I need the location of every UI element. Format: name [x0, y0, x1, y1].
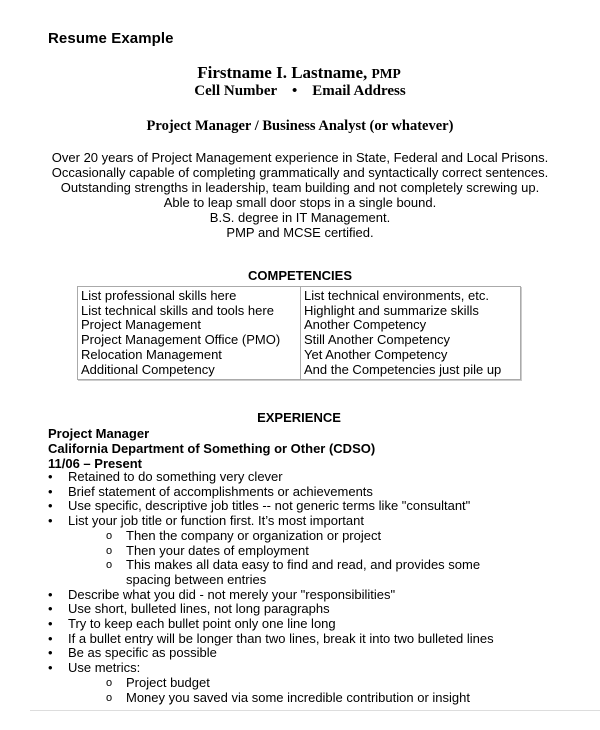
bullet-item	[0, 617, 600, 632]
bullet-mark: •	[48, 586, 53, 602]
page-heading: Resume Example	[48, 30, 174, 47]
sub-bullet-text: Project budget	[126, 674, 210, 690]
summary-line: PMP and MCSE certified.	[226, 225, 374, 240]
bullet-mark: •	[48, 645, 53, 661]
bullet-text: If a bullet entry will be longer than two lines, break it into two bulleted lines	[68, 630, 494, 646]
bullet-item	[0, 602, 600, 617]
bullet-item	[0, 485, 600, 500]
credential: PMP	[371, 66, 401, 81]
bullet-text: Retained to do something very clever	[68, 469, 283, 484]
cell-number: Cell Number	[194, 83, 277, 99]
sub-bullet-mark: o	[106, 544, 113, 557]
sub-bullet-text: Money you saved via some incredible contribution or insight	[126, 689, 470, 705]
sub-bullet-text: This makes all data easy to find and read, and provides some spacing between entries	[126, 557, 481, 587]
bullet-item	[0, 661, 600, 676]
contact-line	[0, 83, 600, 100]
competency-item: Yet Another Competency	[304, 346, 448, 362]
sub-bullet-mark: o	[106, 676, 113, 689]
bullet-item	[0, 588, 600, 603]
competency-item: And the Competencies just pile up	[304, 361, 502, 377]
summary-line: B.S. degree in IT Management.	[209, 210, 391, 225]
bullet-mark: •	[48, 630, 53, 646]
sub-bullet-item	[0, 529, 526, 544]
experience-bullets	[0, 470, 600, 705]
competency-item: Highlight and summarize skills	[304, 302, 479, 318]
competency-item: Another Competency	[304, 317, 427, 333]
candidate-name	[0, 63, 599, 83]
summary-line: Over 20 years of Project Management experience in State, Federal and Local Prisons.	[51, 150, 549, 165]
employer-name: California Department of Something or Other (CDSO)	[48, 441, 376, 456]
summary-block	[0, 150, 600, 240]
sub-bullet-mark: o	[106, 529, 113, 542]
bullet-item	[0, 632, 600, 647]
summary-line: Outstanding strengths in leadership, team building and not completely screwing up.	[60, 180, 540, 195]
job-title: Project Manager	[48, 426, 150, 441]
bullet-mark: •	[48, 498, 53, 514]
competency-item: Project Management Office (PMO)	[81, 332, 281, 348]
competency-item: Additional Competency	[81, 361, 215, 377]
competency-item: List professional skills here	[81, 288, 237, 303]
bullet-text: Brief statement of accomplishments or achievements	[68, 483, 373, 499]
bullet-item	[0, 499, 600, 514]
sub-bullet-text: Then your dates of employment	[126, 542, 309, 558]
bullet-mark: •	[48, 513, 53, 529]
bullet-item	[0, 514, 600, 529]
bullet-item	[0, 646, 600, 661]
competencies-heading: COMPETENCIES	[247, 268, 352, 283]
bullet-text: Try to keep each bullet point only one line long	[68, 616, 336, 632]
bullet-text: Be as specific as possible	[68, 645, 217, 661]
name-text: Firstname I. Lastname,	[197, 63, 368, 82]
experience-heading: EXPERIENCE	[257, 410, 341, 425]
bullet-text: Describe what you did - not merely your "responsibilities"	[68, 586, 396, 602]
bullet-mark: •	[48, 483, 53, 499]
sub-bullet-item	[0, 558, 526, 587]
sub-bullet-mark: o	[106, 559, 113, 572]
summary-line: Able to leap small door stops in a single bound.	[163, 195, 437, 210]
bullet-text: Use short, bulleted lines, not long paragraphs	[68, 601, 330, 617]
contact-separator: •	[291, 83, 298, 99]
bullet-mark: •	[48, 660, 53, 676]
competency-item: Relocation Management	[81, 346, 222, 362]
job-header	[48, 426, 375, 471]
page-bottom-rule	[30, 710, 600, 711]
competency-item: List technical skills and tools here	[81, 302, 274, 318]
bullet-mark: •	[48, 469, 53, 484]
job-title-line: Project Manager / Business Analyst (or whatever)	[146, 118, 454, 134]
sub-bullet-text: Then the company or organization or project	[126, 527, 382, 543]
competency-item: Still Another Competency	[304, 332, 450, 348]
bullet-mark: •	[48, 616, 53, 632]
sub-bullet-mark: o	[106, 691, 113, 704]
sub-bullet-item	[0, 676, 526, 691]
summary-line: Occasionally capable of completing grammatically and syntactically correct sentences.	[51, 165, 549, 180]
competency-item: List technical environments, etc.	[304, 288, 489, 303]
sub-bullet-item	[0, 544, 526, 559]
bullet-text: Use specific, descriptive job titles -- not generic terms like "consultant"	[68, 498, 471, 514]
bullet-mark: •	[48, 601, 53, 617]
email-address: Email Address	[312, 83, 406, 99]
competencies-left-column	[78, 287, 301, 379]
competency-item: Project Management	[81, 317, 201, 333]
competencies-right-column	[301, 287, 520, 379]
bullet-text: Use metrics:	[68, 660, 141, 676]
bullet-text: List your job title or function first. It’s most important	[68, 513, 364, 529]
employment-dates: 11/06 – Present	[48, 456, 142, 471]
bullet-item	[0, 470, 600, 485]
sub-bullet-item	[0, 691, 526, 706]
competencies-table	[77, 286, 521, 380]
